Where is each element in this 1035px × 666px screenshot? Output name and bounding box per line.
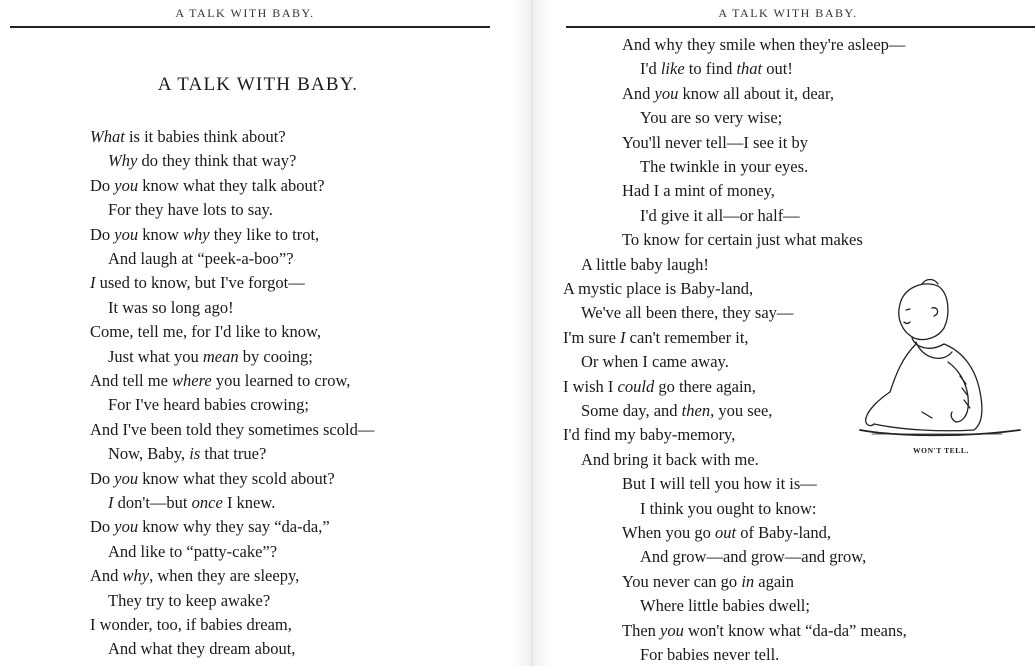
verse-line: You are so very wise;: [640, 108, 783, 128]
right-running-head: A TALK WITH BABY.: [718, 6, 858, 20]
illustration-caption: WON'T TELL.: [913, 446, 969, 455]
verse-line: Come, tell me, for I'd like to know,: [90, 322, 322, 342]
verse-line: I wonder, too, if babies dream,: [90, 615, 292, 634]
verse-line: They try to keep awake?: [108, 590, 271, 610]
verse-line: You'll never tell—I see it by: [622, 132, 808, 152]
verse-line: And I've been told they sometimes scold—: [90, 419, 375, 439]
verse-line: When you go out of Baby-land,: [622, 523, 831, 542]
verse-line: I'm sure I can't remember it,: [563, 327, 749, 347]
verse-line: I'd give it all—or half—: [640, 205, 800, 225]
verse-line: Do you know what they talk about?: [90, 175, 325, 195]
verse-line: I think you ought to know:: [640, 498, 817, 518]
verse-line: Or when I came away.: [581, 352, 729, 372]
poem-title: A TALK WITH BABY.: [157, 74, 359, 95]
verse-line: I don't—but once I knew.: [108, 493, 276, 512]
verse-line: And tell me where you learned to crow,: [90, 371, 351, 390]
verse-line: For they have lots to say.: [108, 200, 273, 220]
verse-line: And laugh at “peek-a-boo”?: [108, 249, 294, 268]
verse-line: Where little babies dwell;: [640, 596, 810, 616]
verse-line: For babies never tell.: [640, 645, 780, 664]
verse-line: The twinkle in your eyes.: [640, 157, 809, 176]
verse-line: Do you know what they scold about?: [90, 468, 335, 488]
verse-line: Just what you mean by cooing;: [108, 346, 313, 366]
verse-line: Had I a mint of money,: [622, 181, 775, 201]
verse-line: What is it babies think about?: [90, 127, 286, 146]
left-running-head: A TALK WITH BABY.: [175, 6, 315, 20]
verse-line: Do you know why they like to trot,: [90, 224, 320, 244]
verse-line: Why do they think that way?: [108, 151, 297, 171]
verse-line: And bring it back with me.: [581, 449, 759, 469]
verse-line: And grow—and grow—and grow,: [640, 547, 867, 567]
verse-line: We've all been there, they say—: [581, 303, 794, 323]
verse-line: I used to know, but I've forgot—: [90, 273, 305, 293]
verse-line: It was so long ago!: [108, 297, 234, 317]
verse-line: Then you won't know what “da-da” means,: [622, 620, 907, 640]
verse-line: For I've heard babies crowing;: [108, 395, 309, 415]
verse-line: And you know all about it, dear,: [622, 83, 834, 103]
verse-line: And why they smile when they're asleep—: [622, 35, 906, 54]
verse-line: A little baby laugh!: [581, 254, 709, 274]
baby-sketch-icon: [852, 272, 1028, 448]
verse-line: Now, Baby, is that true?: [108, 444, 267, 464]
right-head-rule: [566, 26, 1035, 28]
verse-line: And like to “patty-cake”?: [108, 541, 278, 561]
verse-line: You never can go in again: [622, 571, 795, 591]
verse-line: I wish I could go there again,: [563, 376, 756, 396]
verse-line: Do you know why they say “da-da,”: [90, 517, 330, 537]
verse-line: I'd like to find that out!: [640, 59, 793, 79]
verse-line: To know for certain just what makes: [622, 230, 863, 250]
verse-line: And what they dream about,: [108, 639, 296, 659]
left-head-rule: [10, 26, 490, 28]
verse-line: I'd find my baby-memory,: [563, 425, 736, 445]
verse-line: A mystic place is Baby-land,: [563, 279, 754, 298]
verse-line: And why, when they are sleepy,: [90, 566, 300, 586]
verse-line: Some day, and then, you see,: [581, 401, 773, 420]
verse-line: But I will tell you how it is—: [622, 474, 817, 494]
